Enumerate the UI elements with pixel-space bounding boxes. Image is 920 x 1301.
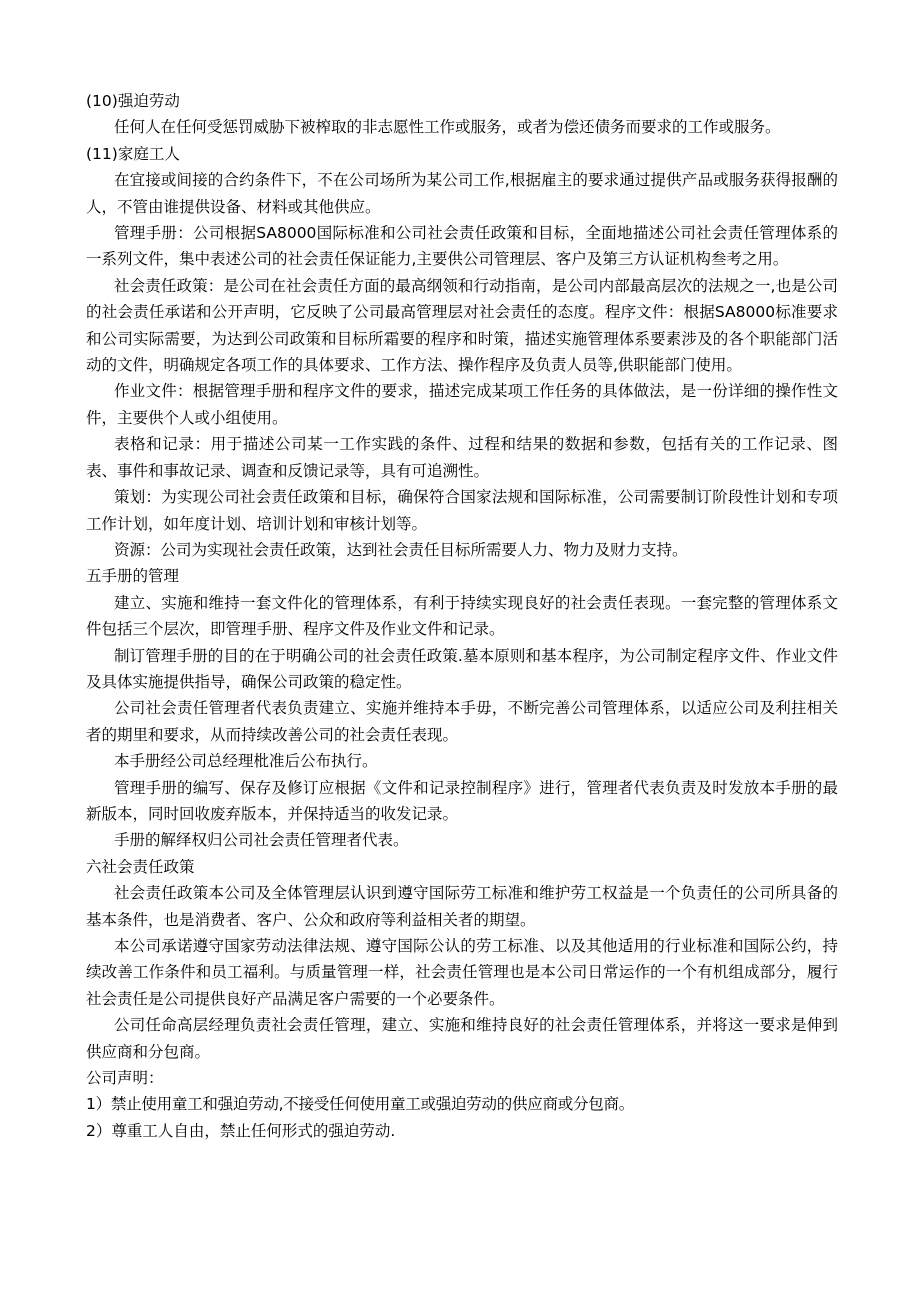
paragraph-policy-statement: 社会责任政策本公司及全体管理层认识到遵守国际劳工标准和维护劳工权益是一个负责任的公司所具备的基本条件，也是消费者、客户、公众和政府等利益相关者的期望。 bbox=[86, 884, 838, 929]
heading-social-responsibility-policy: 六社会责任政策 bbox=[86, 857, 195, 876]
paragraph-policy-appointment: 公司任命高层经理负责社会责任管理，建立、实施和维持良好的社会责任管理体系，并将这一要求是伸到供应商和分包商。 bbox=[86, 1016, 838, 1061]
paragraph-manual-approval: 本手册经公司总经理枇准后公布执行。 bbox=[114, 752, 378, 771]
paragraph-management-manual: 管理手册：公司根据SA8000国际标准和公司社会责任政策和目标，全面地描述公司社会责任管理体系的一系列文件，集中表述公司的社会责任保证能力,主要供公司管理层、客户及第三方认证机构叁考之用。 bbox=[86, 224, 838, 269]
paragraph-manual-revision: 管理手册的编写、保存及修订应根据《文件和记录控制程序》进行，管理者代表负责及时发放本手册的最新版本，同时回收废弃版本，并保持适当的收发记录。 bbox=[86, 778, 838, 823]
paragraph-representative-responsibility: 公司社会责任管理者代表负责建立、实施并维持本手毋，不断完善公司管理体系，以适应公司及利拄相关者的期里和要求，从而持续改善公司的社会责任表现。 bbox=[86, 699, 838, 744]
paragraph-manual-purpose: 制订管理手册的目的在于明确公司的社会责任政策.墓本原则和基本程序，为公司制定程序文件、作业文件及具体实施提供指导，确保公司政策的稳定性。 bbox=[86, 646, 838, 691]
heading-forced-labor: (10)强迫劳动 bbox=[86, 92, 180, 110]
paragraph-planning: 策划：为实现公司社会责任政策和目标，确保符合国家法规和国际标准，公司需要制订阶段性计划和专项工作计划，如年度计划、培训计划和审核计划等。 bbox=[86, 488, 838, 533]
paragraph-home-worker-definition: 在宜接或间接的合约条件下，不在公司场所为某公司工作,根据雇主的要求通过提供产品或服务获得报酬的人，不管由谁提供设备、材料或其他供应。 bbox=[86, 171, 838, 216]
paragraph-policy-commitment: 本公司承诺遵守国家劳动法律法规、遵守国际公认的劳工标准、以及其他适用的行业标准和国际公约，持续改善工作条件和员工福利。与质量管理一样，社会责任管理也是本公司日常运作的一个有机组成部分，履行社会责任是公司提供良好产品满足客户需要的一个必要条件。 bbox=[86, 937, 838, 1008]
paragraph-resources: 资源：公司为实现社会责任政策，达到社会责任目标所需要人力、物力及财力支持。 bbox=[114, 540, 688, 559]
paragraph-manual-interpretation: 手册的解绎权归公司社会责任管理者代表。 bbox=[114, 831, 409, 850]
paragraph-system-establishment: 建立、实施和维持一套文件化的管理体系，有利于持续实现良好的社会责任表现。一套完整的管理体系文件包括三个层次，即管理手册、程序文件及作业文件和记录。 bbox=[86, 593, 838, 639]
paragraph-work-documents: 作业文件：根据管理手册和程序文件的要求，描述完成某项工作任务的具体做法，是一份详细的操作性文件，主要供个人或小组使用。 bbox=[86, 382, 838, 427]
paragraph-forms-and-records: 表格和记录：用于描述公司某一工作实践的条件、过程和结果的数据和参数，包括有关的工作记录、图表、事件和事故记录、调查和反馈记录等，具有可追溯性。 bbox=[86, 435, 838, 480]
paragraph-forced-labor-definition: 任何人在任何受惩罚威胁下被榨取的非志愿性工作或服务，或者为偿还债务而要求的工作或服务。 bbox=[114, 118, 781, 137]
heading-manual-management: 五手册的管理 bbox=[86, 567, 180, 586]
heading-company-declaration: 公司声明： bbox=[86, 1069, 164, 1088]
declaration-item-1: 1）禁止使用童工和强迫劳动,不接受任何使用童工或强迫劳动的供应商或分包商。 bbox=[86, 1095, 635, 1114]
declaration-item-2: 2）尊重工人自由，禁止任何形式的强迫劳动. bbox=[86, 1121, 396, 1140]
paragraph-social-responsibility-policy: 社会责任政策：是公司在社会责任方面的最高纲领和行动指南，是公司内部最高层次的法规之一,也是公司的社会责任承诺和公开声明，它反映了公司最高管理层对社会责任的态度。程序文件：根据SA8000标准要求和公司实际需要，为达到公司政策和目标所霜要的程序和时策，描述实施管理体系要素涉及的各个职能部门活动的文件，明确规定各项工作的具体要求、工作方法、操作程序及负责人员等,供职能部门使用。 bbox=[86, 276, 838, 375]
heading-home-worker: (11)家庭工人 bbox=[86, 144, 180, 163]
